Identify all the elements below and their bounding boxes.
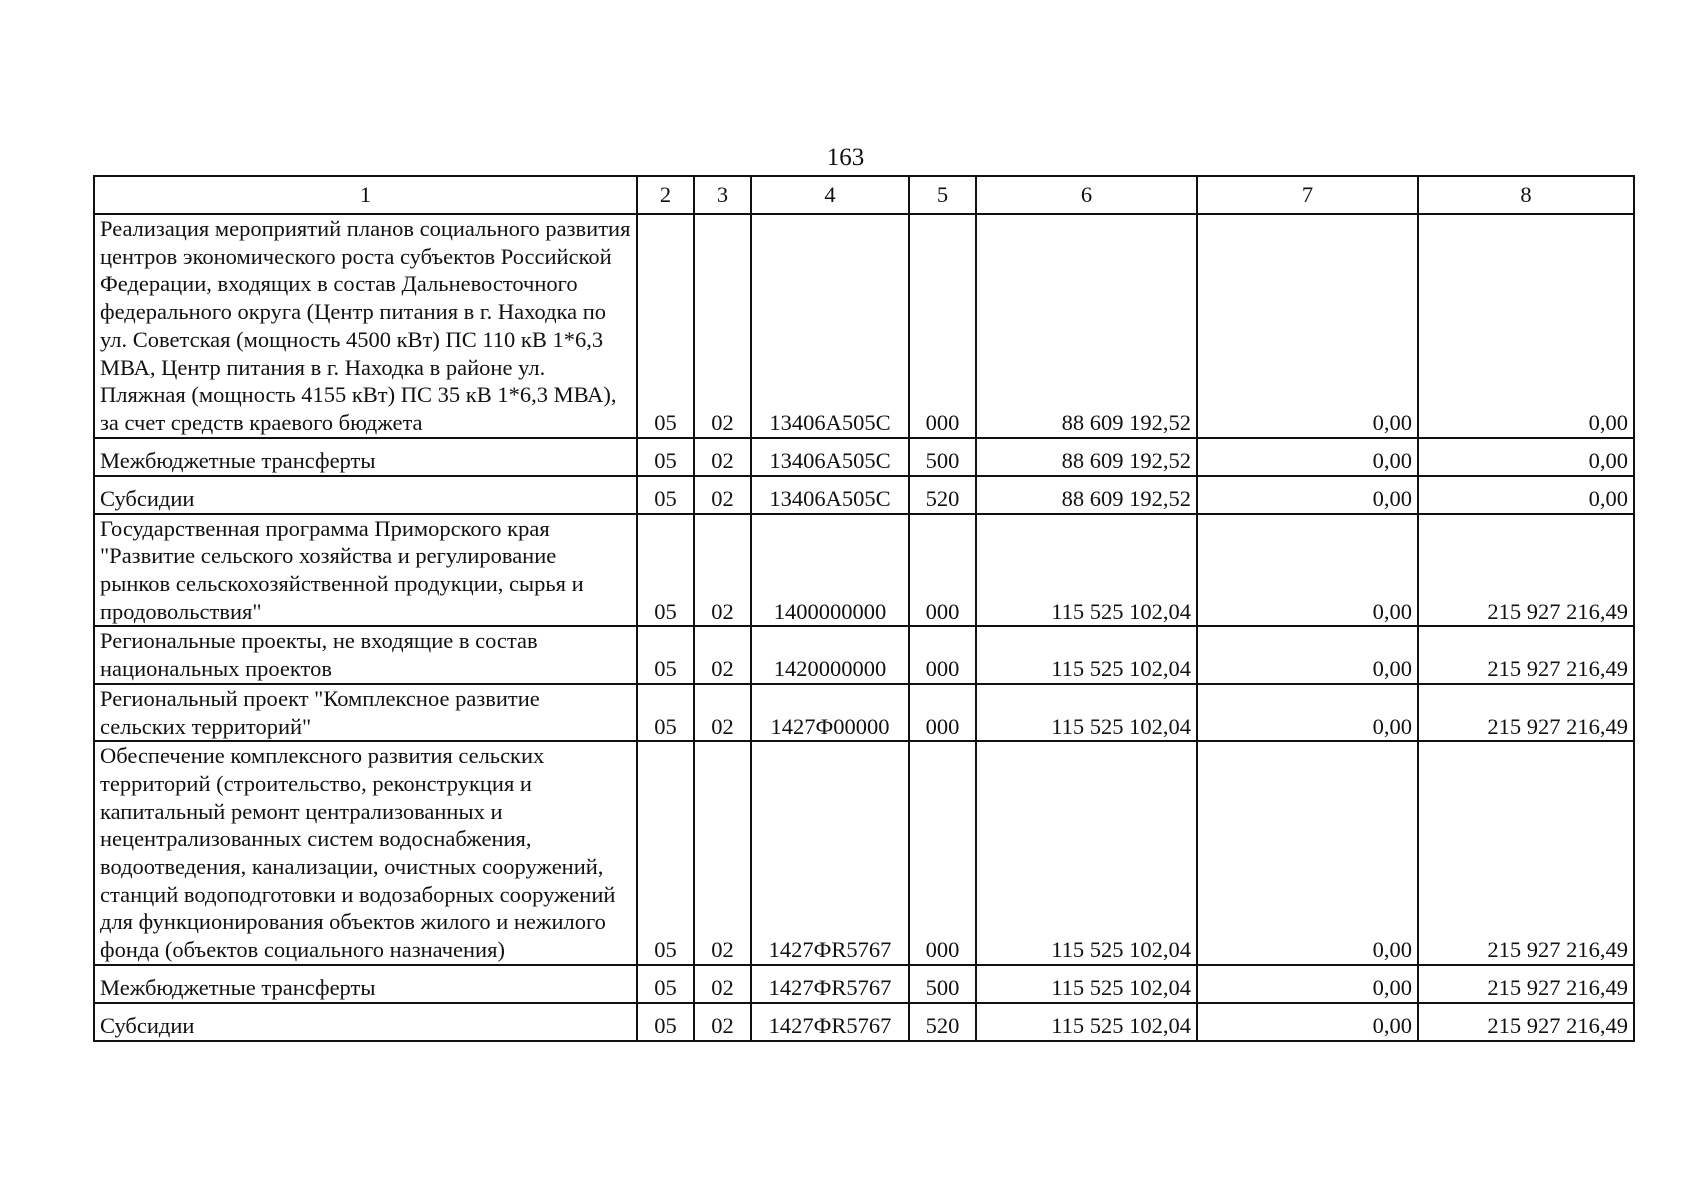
subsection-code: 02 (694, 626, 751, 683)
table-row (94, 1003, 1634, 1041)
amount-col-6: 88 609 192,52 (976, 438, 1197, 476)
amount-col-7: 0,00 (1197, 1003, 1418, 1041)
section-code: 05 (637, 514, 694, 627)
section-code: 05 (637, 684, 694, 741)
subsection-code: 02 (694, 514, 751, 627)
row-name: Субсидии (94, 1003, 637, 1041)
amount-col-7: 0,00 (1197, 514, 1418, 627)
row-name: Межбюджетные трансферты (94, 438, 637, 476)
table-row (94, 684, 1634, 741)
expense-type-code: 000 (909, 214, 976, 438)
target-article-code: 13406А505С (751, 438, 909, 476)
amount-col-6: 115 525 102,04 (976, 741, 1197, 965)
amount-col-6: 115 525 102,04 (976, 1003, 1197, 1041)
amount-col-7: 0,00 (1197, 741, 1418, 965)
subsection-code: 02 (694, 741, 751, 965)
row-name: Межбюджетные трансферты (94, 965, 637, 1003)
expense-type-code: 500 (909, 965, 976, 1003)
target-article-code: 13406А505С (751, 476, 909, 514)
table-row (94, 626, 1634, 683)
column-header: 3 (694, 176, 751, 214)
amount-col-6: 115 525 102,04 (976, 626, 1197, 683)
row-name: Региональные проекты, не входящие в состав национальных проектов (94, 626, 637, 683)
subsection-code: 02 (694, 965, 751, 1003)
expense-type-code: 000 (909, 626, 976, 683)
amount-col-8: 215 927 216,49 (1418, 626, 1634, 683)
expense-type-code: 500 (909, 438, 976, 476)
table-row (94, 965, 1634, 1003)
amount-col-8: 215 927 216,49 (1418, 741, 1634, 965)
amount-col-6: 115 525 102,04 (976, 684, 1197, 741)
amount-col-8: 215 927 216,49 (1418, 965, 1634, 1003)
expense-type-code: 520 (909, 1003, 976, 1041)
amount-col-7: 0,00 (1197, 684, 1418, 741)
expense-type-code: 000 (909, 514, 976, 627)
target-article-code: 1427ФR5767 (751, 1003, 909, 1041)
subsection-code: 02 (694, 684, 751, 741)
expense-type-code: 520 (909, 476, 976, 514)
expense-type-code: 000 (909, 684, 976, 741)
section-code: 05 (637, 1003, 694, 1041)
amount-col-7: 0,00 (1197, 626, 1418, 683)
amount-col-6: 88 609 192,52 (976, 214, 1197, 438)
amount-col-8: 215 927 216,49 (1418, 514, 1634, 627)
subsection-code: 02 (694, 438, 751, 476)
column-header: 8 (1418, 176, 1634, 214)
table-row (94, 476, 1634, 514)
amount-col-8: 0,00 (1418, 214, 1634, 438)
column-header: 6 (976, 176, 1197, 214)
target-article-code: 1427ФR5767 (751, 965, 909, 1003)
section-code: 05 (637, 965, 694, 1003)
subsection-code: 02 (694, 214, 751, 438)
column-header: 1 (94, 176, 637, 214)
section-code: 05 (637, 741, 694, 965)
budget-table (93, 175, 1635, 1042)
amount-col-7: 0,00 (1197, 965, 1418, 1003)
row-name: Реализация мероприятий планов социального развития центров экономического роста субъектов Российской Федерации, входящих в состав Дальневосточного федерального округа (Центр питания в г. Находка по ул. Советская (мощность 4500 кВт) ПС 110 кВ 1*6,3 МВА, Центр питания в г. Находка в районе ул. Пляжная (мощность 4155 кВт) ПС 35 кВ 1*6,3 МВА), за счет средств краевого бюджета (94, 214, 637, 438)
row-name: Обеспечение комплексного развития сельских территорий (строительство, реконструкция и капитальный ремонт централизованных и нецентрализованных систем водоснабжения, водоотведения, канализации, очистных сооружений, станций водоподготовки и водозаборных сооружений для функционирования объектов жилого и нежилого фонда (объектов социального назначения) (94, 741, 637, 965)
amount-col-8: 0,00 (1418, 438, 1634, 476)
amount-col-7: 0,00 (1197, 476, 1418, 514)
amount-col-8: 215 927 216,49 (1418, 1003, 1634, 1041)
table-row (94, 741, 1634, 965)
row-name: Региональный проект "Комплексное развитие сельских территорий" (94, 684, 637, 741)
amount-col-6: 88 609 192,52 (976, 476, 1197, 514)
amount-col-6: 115 525 102,04 (976, 514, 1197, 627)
section-code: 05 (637, 438, 694, 476)
table-row (94, 514, 1634, 627)
column-header: 5 (909, 176, 976, 214)
row-name: Государственная программа Приморского края "Развитие сельского хозяйства и регулирование рынков сельскохозяйственной продукции, сырья и продовольствия" (94, 514, 637, 627)
section-code: 05 (637, 476, 694, 514)
amount-col-6: 115 525 102,04 (976, 965, 1197, 1003)
expense-type-code: 000 (909, 741, 976, 965)
page-number: 163 (826, 144, 865, 171)
table-row (94, 438, 1634, 476)
amount-col-8: 0,00 (1418, 476, 1634, 514)
amount-col-7: 0,00 (1197, 214, 1418, 438)
column-header: 2 (637, 176, 694, 214)
target-article-code: 13406А505С (751, 214, 909, 438)
row-name: Субсидии (94, 476, 637, 514)
table-row (94, 214, 1634, 438)
target-article-code: 1427ФR5767 (751, 741, 909, 965)
section-code: 05 (637, 626, 694, 683)
column-header: 7 (1197, 176, 1418, 214)
target-article-code: 1427Ф00000 (751, 684, 909, 741)
section-code: 05 (637, 214, 694, 438)
subsection-code: 02 (694, 476, 751, 514)
subsection-code: 02 (694, 1003, 751, 1041)
table-header-row (94, 176, 1634, 214)
amount-col-7: 0,00 (1197, 438, 1418, 476)
target-article-code: 1400000000 (751, 514, 909, 627)
amount-col-8: 215 927 216,49 (1418, 684, 1634, 741)
column-header: 4 (751, 176, 909, 214)
target-article-code: 1420000000 (751, 626, 909, 683)
